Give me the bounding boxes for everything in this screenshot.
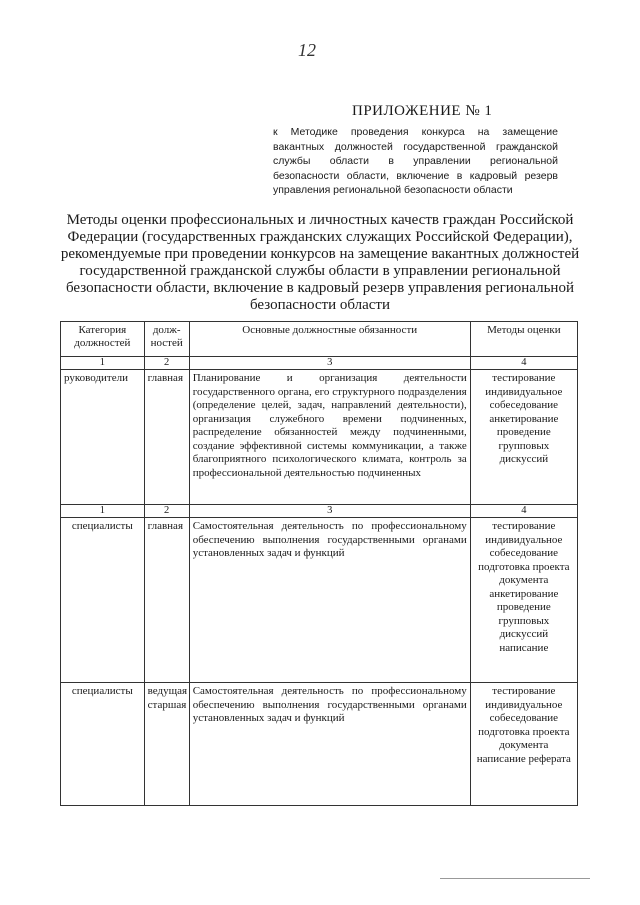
column-number: 1 xyxy=(61,505,145,518)
column-number: 4 xyxy=(470,505,577,518)
appendix-title: ПРИЛОЖЕНИЕ № 1 xyxy=(352,103,493,119)
method-item: тестирование xyxy=(492,372,556,384)
row-group: ведущая старшая xyxy=(144,683,189,806)
scan-artifact-line xyxy=(440,878,590,879)
method-item: анкетирование xyxy=(489,412,559,425)
column-number: 3 xyxy=(189,357,470,370)
table-row xyxy=(61,518,578,683)
page-number: 12 xyxy=(298,40,316,60)
method-item: подготовка проекта документа xyxy=(478,560,570,586)
header-methods: Методы оценки xyxy=(470,322,577,357)
table-header-row xyxy=(61,322,578,357)
row-category: руководители xyxy=(61,370,145,505)
row-methods xyxy=(470,518,577,683)
method-item: написание xyxy=(499,641,549,654)
column-number: 2 xyxy=(144,357,189,370)
main-heading: Методы оценки профессиональных и личностных качеств граждан Российской Федерации (государственных гражданских служащих Российской Федерации), рекомендуемые при проведении конкурсов на замещение вакантных должностей государственной гражданской службы области в управлении региональной безопасности области, включение в кадровый резерв управления региональной безопасности области xyxy=(60,212,580,313)
row-category: специалисты xyxy=(61,683,145,806)
method-item: индивидуальное собеседование xyxy=(485,385,563,411)
method-item: подготовка проекта документа xyxy=(478,725,570,751)
row-duties: Планирование и организация деятельности государственного органа, его структурного подразделения (определение целей, задач, направлений деятельности), организация служебного времени подчиненных, распределение обязанностей между подчиненными, создание эффективной системы коммуникации, а также благоприятного психологического климата, контроль за профессиональной деятельностью подчиненных xyxy=(189,370,470,505)
row-group: главная xyxy=(144,370,189,505)
row-methods xyxy=(470,683,577,806)
row-methods xyxy=(470,370,577,505)
method-item: анкетирование xyxy=(489,587,559,600)
method-item: написание реферата xyxy=(476,752,571,765)
method-item: индивидуальное собеседование xyxy=(485,698,563,724)
row-duties: Самостоятельная деятельность по профессиональному обеспечению выполнения государственными органами установленных задач и функций xyxy=(189,518,470,683)
column-number-row xyxy=(61,357,578,370)
method-item: тестирование xyxy=(492,520,556,532)
column-number: 1 xyxy=(61,357,145,370)
method-item: проведение групповых дискуссий xyxy=(496,426,551,465)
row-group: главная xyxy=(144,518,189,683)
appendix-subtitle: к Методике проведения конкурса на замещение вакантных должностей государственной гражданской службы области в управлении региональной безопасности области, включение в кадровый резерв управления региональной безопасности области xyxy=(273,126,558,196)
methods-table xyxy=(60,321,578,806)
method-item: индивидуальное собеседование xyxy=(485,533,563,559)
header-category: Категория должностей xyxy=(61,322,145,357)
column-number: 2 xyxy=(144,505,189,518)
row-category: специалисты xyxy=(61,518,145,683)
column-number: 3 xyxy=(189,505,470,518)
method-item: проведение групповых дискуссий xyxy=(496,601,551,640)
row-duties: Самостоятельная деятельность по профессиональному обеспечению выполнения государственными органами установленных задач и функций xyxy=(189,683,470,806)
method-item: тестирование xyxy=(492,685,556,697)
header-group: долж-ностей xyxy=(144,322,189,357)
table-row xyxy=(61,370,578,505)
table-row xyxy=(61,683,578,806)
column-number: 4 xyxy=(470,357,577,370)
header-duties: Основные должностные обязанности xyxy=(189,322,470,357)
column-number-row xyxy=(61,505,578,518)
